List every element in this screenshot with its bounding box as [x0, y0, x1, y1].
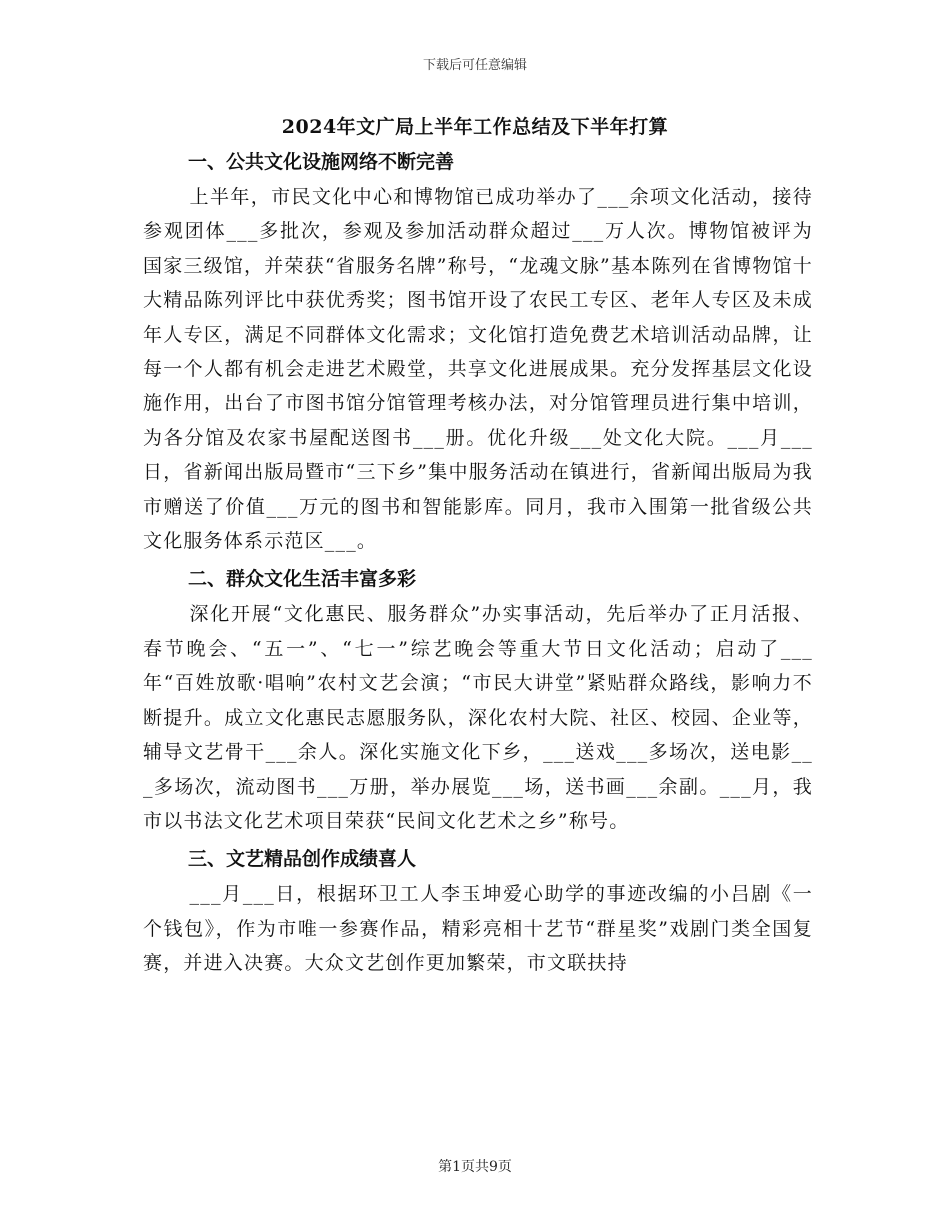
- page-header-note: 下载后可任意编辑: [422, 58, 527, 73]
- section-2: [143, 561, 813, 838]
- section-heading: 一、公共文化设施网络不断完善: [188, 151, 455, 173]
- page-number: 第1页共9页: [438, 1159, 512, 1175]
- document-title: 2024年文广局上半年工作总结及下半年打算: [281, 116, 669, 138]
- section-paragraph: 上半年，市民文化中心和博物馆已成功举办了___余项文化活动，接待参观团体___多批次，参观及参加活动群众超过___万人次。博物馆被评为国家三级馆，并荣获“省服务名牌”称号，“龙魂文脉”基本陈列在省博物馆十大精品陈列评比中获优秀奖；图书馆开设了农民工专区、老年人专区及未成年人专区，满足不同群体文化需求；文化馆打造免费艺术培训活动品牌，让每一个人都有机会走进艺术殿堂，共享文化进展成果。充分发挥基层文化设施作用，出台了市图书馆分馆管理考核办法，对分馆管理员进行集中培训，为各分馆及农家书屋配送图书___册。优化升级___处文化大院。___月___日，省新闻出版局暨市“三下乡”集中服务活动在镇进行，省新闻出版局为我市赠送了价值___万元的图书和智能影库。同月，我市入围第一批省级公共文化服务体系示范区___。: [143, 186, 813, 553]
- section-paragraph: 深化开展“文化惠民、服务群众”办实事活动，先后举办了正月活报、春节晚会、“五一”、“七一”综艺晚会等重大节日文化活动；启动了___年“百姓放歌·唱响”农村文艺会演；“市民大讲堂”紧贴群众路线，影响力不断提升。成立文化惠民志愿服务队，深化农村大院、社区、校园、企业等，辅导文艺骨干___余人。深化实施文化下乡，___送戏___多场次，送电影___多场次，流动图书___万册，举办展览___场，送书画___余副。___月，我市以书法文化艺术项目荣获“民间文化艺术之乡”称号。: [143, 603, 813, 832]
- section-1: [143, 144, 813, 558]
- section-heading: 二、群众文化生活丰富多彩: [188, 568, 417, 591]
- section-heading: 三、文艺精品创作成绩喜人: [188, 848, 417, 871]
- document-body: [143, 144, 813, 984]
- section-paragraph: ___月___日，根据环卫工人李玉坤爱心助学的事迹改编的小吕剧《一个钱包》，作为市唯一参赛作品，精彩亮相十艺节“群星奖”戏剧门类全国复赛，并进入决赛。大众文艺创作更加繁荣，市文联扶持: [143, 883, 813, 975]
- section-3: [143, 841, 813, 980]
